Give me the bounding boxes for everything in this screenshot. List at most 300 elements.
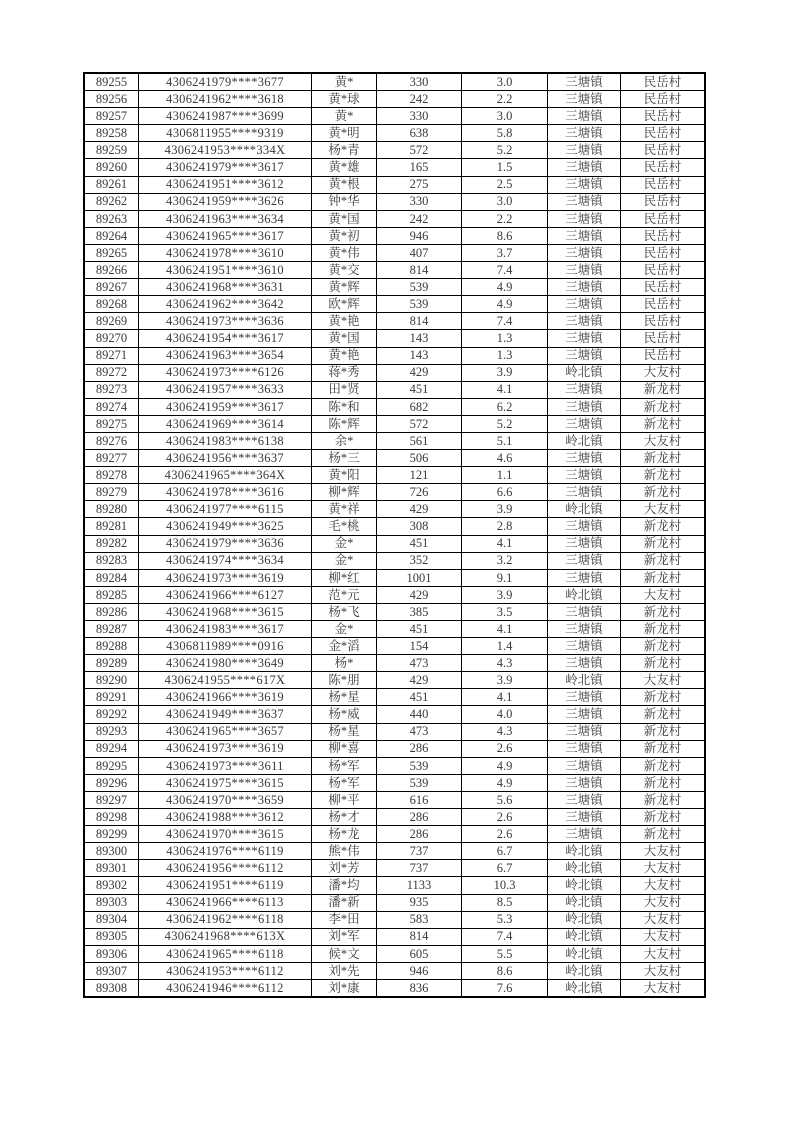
- cell-id_number: 4306241978****3616: [139, 484, 312, 501]
- cell-village: 新龙村: [621, 484, 706, 501]
- cell-town: 三塘镇: [548, 296, 621, 313]
- cell-index: 89282: [84, 535, 139, 552]
- cell-index: 89286: [84, 603, 139, 620]
- cell-amount: 682: [377, 398, 462, 415]
- cell-name: 柳*喜: [312, 740, 377, 757]
- cell-value: 1.5: [462, 159, 548, 176]
- cell-index: 89267: [84, 279, 139, 296]
- cell-village: 新龙村: [621, 826, 706, 843]
- cell-id_number: 4306241975****3615: [139, 774, 312, 791]
- cell-village: 新龙村: [621, 621, 706, 638]
- cell-amount: 385: [377, 603, 462, 620]
- cell-value: 8.6: [462, 227, 548, 244]
- table-row: [84, 979, 705, 997]
- cell-id_number: 4306241951****6119: [139, 877, 312, 894]
- cell-village: 民岳村: [621, 159, 706, 176]
- cell-town: 三塘镇: [548, 450, 621, 467]
- cell-name: 陈*朋: [312, 672, 377, 689]
- table-row: [84, 432, 705, 449]
- table-row: [84, 279, 705, 296]
- cell-name: 田*贤: [312, 381, 377, 398]
- cell-name: 黄*: [312, 73, 377, 91]
- cell-id_number: 4306241980****3649: [139, 655, 312, 672]
- cell-amount: 165: [377, 159, 462, 176]
- cell-name: 杨*星: [312, 689, 377, 706]
- cell-value: 4.1: [462, 535, 548, 552]
- cell-id_number: 4306241951****3610: [139, 262, 312, 279]
- cell-village: 新龙村: [621, 706, 706, 723]
- cell-town: 三塘镇: [548, 108, 621, 125]
- cell-value: 1.4: [462, 638, 548, 655]
- table-row: [84, 330, 705, 347]
- cell-index: 89276: [84, 432, 139, 449]
- cell-index: 89284: [84, 569, 139, 586]
- table-row: [84, 774, 705, 791]
- cell-index: 89306: [84, 945, 139, 962]
- cell-value: 5.2: [462, 415, 548, 432]
- cell-name: 杨*星: [312, 723, 377, 740]
- cell-id_number: 4306241965****6118: [139, 945, 312, 962]
- cell-value: 6.7: [462, 860, 548, 877]
- cell-amount: 814: [377, 928, 462, 945]
- cell-id_number: 4306241974****3634: [139, 552, 312, 569]
- cell-id_number: 4306241957****3633: [139, 381, 312, 398]
- cell-index: 89273: [84, 381, 139, 398]
- table-row: [84, 313, 705, 330]
- cell-id_number: 4306241959****3617: [139, 398, 312, 415]
- cell-index: 89275: [84, 415, 139, 432]
- cell-amount: 451: [377, 535, 462, 552]
- cell-name: 杨*威: [312, 706, 377, 723]
- cell-value: 5.6: [462, 791, 548, 808]
- cell-amount: 946: [377, 227, 462, 244]
- cell-amount: 572: [377, 415, 462, 432]
- table-row: [84, 159, 705, 176]
- cell-name: 黄*艳: [312, 347, 377, 364]
- table-row: [84, 638, 705, 655]
- cell-id_number: 4306241966****6127: [139, 586, 312, 603]
- cell-name: 欧*辉: [312, 296, 377, 313]
- cell-amount: 814: [377, 262, 462, 279]
- cell-town: 三塘镇: [548, 159, 621, 176]
- cell-value: 3.9: [462, 672, 548, 689]
- cell-village: 新龙村: [621, 535, 706, 552]
- cell-village: 大友村: [621, 501, 706, 518]
- cell-town: 岭北镇: [548, 962, 621, 979]
- cell-id_number: 4306241968****3631: [139, 279, 312, 296]
- cell-index: 89258: [84, 125, 139, 142]
- cell-id_number: 4306241968****3615: [139, 603, 312, 620]
- cell-index: 89300: [84, 843, 139, 860]
- cell-amount: 352: [377, 552, 462, 569]
- cell-village: 新龙村: [621, 774, 706, 791]
- cell-value: 2.6: [462, 809, 548, 826]
- cell-town: 三塘镇: [548, 210, 621, 227]
- cell-town: 三塘镇: [548, 193, 621, 210]
- cell-index: 89265: [84, 244, 139, 261]
- cell-value: 3.0: [462, 108, 548, 125]
- cell-index: 89303: [84, 894, 139, 911]
- cell-village: 民岳村: [621, 227, 706, 244]
- cell-town: 三塘镇: [548, 603, 621, 620]
- cell-village: 新龙村: [621, 791, 706, 808]
- cell-index: 89283: [84, 552, 139, 569]
- cell-town: 三塘镇: [548, 91, 621, 108]
- cell-id_number: 4306241959****3626: [139, 193, 312, 210]
- cell-index: 89305: [84, 928, 139, 945]
- cell-index: 89302: [84, 877, 139, 894]
- cell-value: 5.5: [462, 945, 548, 962]
- table-row: [84, 911, 705, 928]
- cell-value: 6.2: [462, 398, 548, 415]
- cell-value: 3.7: [462, 244, 548, 261]
- table-row: [84, 364, 705, 381]
- cell-name: 黄*球: [312, 91, 377, 108]
- cell-amount: 616: [377, 791, 462, 808]
- cell-id_number: 4306241956****6112: [139, 860, 312, 877]
- cell-town: 三塘镇: [548, 415, 621, 432]
- cell-name: 黄*艳: [312, 313, 377, 330]
- cell-town: 三塘镇: [548, 791, 621, 808]
- cell-amount: 836: [377, 979, 462, 997]
- cell-value: 8.6: [462, 962, 548, 979]
- table-row: [84, 962, 705, 979]
- cell-name: 黄*国: [312, 210, 377, 227]
- table-row: [84, 244, 705, 261]
- cell-village: 大友村: [621, 894, 706, 911]
- table-row: [84, 757, 705, 774]
- cell-name: 陈*和: [312, 398, 377, 415]
- table-row: [84, 91, 705, 108]
- cell-town: 三塘镇: [548, 535, 621, 552]
- cell-town: 三塘镇: [548, 330, 621, 347]
- cell-town: 岭北镇: [548, 877, 621, 894]
- cell-town: 三塘镇: [548, 689, 621, 706]
- cell-village: 新龙村: [621, 723, 706, 740]
- cell-amount: 935: [377, 894, 462, 911]
- cell-name: 黄*交: [312, 262, 377, 279]
- cell-amount: 572: [377, 142, 462, 159]
- cell-town: 三塘镇: [548, 227, 621, 244]
- cell-amount: 539: [377, 296, 462, 313]
- cell-value: 10.3: [462, 877, 548, 894]
- cell-amount: 330: [377, 193, 462, 210]
- cell-town: 三塘镇: [548, 142, 621, 159]
- cell-value: 9.1: [462, 569, 548, 586]
- cell-name: 杨*: [312, 655, 377, 672]
- cell-amount: 143: [377, 330, 462, 347]
- cell-index: 89304: [84, 911, 139, 928]
- cell-id_number: 4306241962****3618: [139, 91, 312, 108]
- cell-value: 2.2: [462, 91, 548, 108]
- cell-index: 89285: [84, 586, 139, 603]
- cell-town: 三塘镇: [548, 313, 621, 330]
- table-row: [84, 518, 705, 535]
- cell-amount: 737: [377, 860, 462, 877]
- cell-name: 杨*军: [312, 774, 377, 791]
- cell-name: 黄*祥: [312, 501, 377, 518]
- table-row: [84, 484, 705, 501]
- cell-amount: 946: [377, 962, 462, 979]
- cell-id_number: 4306241963****3634: [139, 210, 312, 227]
- cell-village: 大友村: [621, 962, 706, 979]
- cell-village: 民岳村: [621, 210, 706, 227]
- table-row: [84, 603, 705, 620]
- table-row: [84, 791, 705, 808]
- cell-amount: 473: [377, 655, 462, 672]
- table-row: [84, 843, 705, 860]
- table-row: [84, 689, 705, 706]
- cell-index: 89279: [84, 484, 139, 501]
- cell-town: 三塘镇: [548, 518, 621, 535]
- cell-name: 杨*龙: [312, 826, 377, 843]
- cell-id_number: 4306241973****6126: [139, 364, 312, 381]
- records-table: [83, 72, 706, 998]
- cell-value: 3.5: [462, 603, 548, 620]
- cell-id_number: 4306241978****3610: [139, 244, 312, 261]
- cell-village: 大友村: [621, 432, 706, 449]
- cell-index: 89295: [84, 757, 139, 774]
- cell-id_number: 4306241970****3659: [139, 791, 312, 808]
- cell-name: 蒋*秀: [312, 364, 377, 381]
- table-row: [84, 381, 705, 398]
- cell-village: 大友村: [621, 945, 706, 962]
- cell-name: 熊*伟: [312, 843, 377, 860]
- cell-village: 大友村: [621, 928, 706, 945]
- cell-town: 岭北镇: [548, 911, 621, 928]
- cell-value: 8.5: [462, 894, 548, 911]
- cell-value: 4.3: [462, 655, 548, 672]
- cell-index: 89274: [84, 398, 139, 415]
- cell-village: 新龙村: [621, 638, 706, 655]
- cell-town: 岭北镇: [548, 945, 621, 962]
- cell-village: 新龙村: [621, 689, 706, 706]
- cell-id_number: 4306241953****334X: [139, 142, 312, 159]
- cell-index: 89291: [84, 689, 139, 706]
- table-row: [84, 569, 705, 586]
- cell-village: 新龙村: [621, 518, 706, 535]
- cell-village: 新龙村: [621, 552, 706, 569]
- cell-value: 3.0: [462, 73, 548, 91]
- table-row: [84, 621, 705, 638]
- cell-amount: 605: [377, 945, 462, 962]
- cell-id_number: 4306241983****3617: [139, 621, 312, 638]
- cell-index: 89308: [84, 979, 139, 997]
- table-row: [84, 860, 705, 877]
- table-row: [84, 552, 705, 569]
- cell-village: 大友村: [621, 586, 706, 603]
- cell-value: 4.1: [462, 689, 548, 706]
- cell-town: 岭北镇: [548, 860, 621, 877]
- cell-amount: 286: [377, 809, 462, 826]
- cell-value: 7.6: [462, 979, 548, 997]
- cell-amount: 242: [377, 210, 462, 227]
- cell-id_number: 4306241968****613X: [139, 928, 312, 945]
- cell-amount: 429: [377, 364, 462, 381]
- cell-village: 大友村: [621, 364, 706, 381]
- cell-amount: 737: [377, 843, 462, 860]
- cell-index: 89272: [84, 364, 139, 381]
- cell-name: 李*田: [312, 911, 377, 928]
- cell-amount: 539: [377, 757, 462, 774]
- cell-value: 4.9: [462, 296, 548, 313]
- cell-name: 柳*平: [312, 791, 377, 808]
- cell-amount: 638: [377, 125, 462, 142]
- cell-index: 89293: [84, 723, 139, 740]
- cell-value: 7.4: [462, 262, 548, 279]
- table-row: [84, 142, 705, 159]
- cell-village: 民岳村: [621, 244, 706, 261]
- cell-village: 民岳村: [621, 91, 706, 108]
- cell-index: 89292: [84, 706, 139, 723]
- cell-village: 民岳村: [621, 73, 706, 91]
- cell-value: 4.1: [462, 381, 548, 398]
- cell-index: 89262: [84, 193, 139, 210]
- table-row: [84, 706, 705, 723]
- cell-town: 三塘镇: [548, 347, 621, 364]
- cell-town: 岭北镇: [548, 928, 621, 945]
- cell-name: 黄*: [312, 108, 377, 125]
- cell-village: 新龙村: [621, 809, 706, 826]
- cell-index: 89280: [84, 501, 139, 518]
- cell-town: 三塘镇: [548, 262, 621, 279]
- cell-name: 范*元: [312, 586, 377, 603]
- cell-town: 三塘镇: [548, 125, 621, 142]
- cell-amount: 451: [377, 689, 462, 706]
- table-row: [84, 826, 705, 843]
- cell-name: 刘*康: [312, 979, 377, 997]
- cell-town: 三塘镇: [548, 244, 621, 261]
- cell-index: 89298: [84, 809, 139, 826]
- cell-index: 89256: [84, 91, 139, 108]
- cell-index: 89301: [84, 860, 139, 877]
- cell-town: 岭北镇: [548, 979, 621, 997]
- cell-village: 大友村: [621, 877, 706, 894]
- cell-index: 89261: [84, 176, 139, 193]
- cell-id_number: 4306241949****3637: [139, 706, 312, 723]
- cell-amount: 330: [377, 108, 462, 125]
- cell-id_number: 4306241949****3625: [139, 518, 312, 535]
- table-row: [84, 125, 705, 142]
- cell-town: 岭北镇: [548, 586, 621, 603]
- cell-town: 三塘镇: [548, 279, 621, 296]
- table-row: [84, 655, 705, 672]
- cell-value: 6.7: [462, 843, 548, 860]
- cell-village: 民岳村: [621, 108, 706, 125]
- cell-name: 杨*军: [312, 757, 377, 774]
- cell-amount: 583: [377, 911, 462, 928]
- cell-id_number: 4306241956****3637: [139, 450, 312, 467]
- cell-value: 4.9: [462, 757, 548, 774]
- cell-index: 89277: [84, 450, 139, 467]
- cell-value: 1.3: [462, 347, 548, 364]
- cell-town: 三塘镇: [548, 381, 621, 398]
- cell-amount: 539: [377, 279, 462, 296]
- cell-id_number: 4306241946****6112: [139, 979, 312, 997]
- cell-index: 89281: [84, 518, 139, 535]
- cell-town: 三塘镇: [548, 723, 621, 740]
- cell-name: 柳*辉: [312, 484, 377, 501]
- cell-name: 潘*新: [312, 894, 377, 911]
- cell-name: 杨*青: [312, 142, 377, 159]
- cell-town: 三塘镇: [548, 398, 621, 415]
- cell-index: 89307: [84, 962, 139, 979]
- cell-village: 新龙村: [621, 381, 706, 398]
- cell-amount: 286: [377, 826, 462, 843]
- cell-value: 1.3: [462, 330, 548, 347]
- cell-name: 黄*国: [312, 330, 377, 347]
- cell-amount: 726: [377, 484, 462, 501]
- cell-id_number: 4306241987****3699: [139, 108, 312, 125]
- cell-id_number: 4306241970****3615: [139, 826, 312, 843]
- cell-amount: 429: [377, 672, 462, 689]
- table-row: [84, 586, 705, 603]
- cell-village: 民岳村: [621, 330, 706, 347]
- cell-value: 2.6: [462, 740, 548, 757]
- cell-amount: 539: [377, 774, 462, 791]
- cell-village: 新龙村: [621, 467, 706, 484]
- cell-id_number: 4306241966****6113: [139, 894, 312, 911]
- cell-value: 7.4: [462, 928, 548, 945]
- cell-name: 金*: [312, 621, 377, 638]
- cell-town: 三塘镇: [548, 740, 621, 757]
- cell-value: 4.3: [462, 723, 548, 740]
- cell-id_number: 4306241977****6115: [139, 501, 312, 518]
- cell-value: 5.8: [462, 125, 548, 142]
- cell-index: 89268: [84, 296, 139, 313]
- cell-amount: 275: [377, 176, 462, 193]
- cell-amount: 429: [377, 586, 462, 603]
- cell-value: 5.2: [462, 142, 548, 159]
- cell-village: 新龙村: [621, 757, 706, 774]
- cell-id_number: 4306241983****6138: [139, 432, 312, 449]
- cell-value: 2.2: [462, 210, 548, 227]
- table-row: [84, 176, 705, 193]
- cell-name: 金*: [312, 552, 377, 569]
- table-row: [84, 945, 705, 962]
- cell-index: 89290: [84, 672, 139, 689]
- table-row: [84, 227, 705, 244]
- cell-amount: 143: [377, 347, 462, 364]
- cell-id_number: 4306241979****3636: [139, 535, 312, 552]
- cell-value: 4.0: [462, 706, 548, 723]
- cell-index: 89259: [84, 142, 139, 159]
- cell-village: 大友村: [621, 672, 706, 689]
- cell-id_number: 4306241973****3619: [139, 740, 312, 757]
- cell-value: 2.8: [462, 518, 548, 535]
- table-row: [84, 193, 705, 210]
- cell-village: 大友村: [621, 911, 706, 928]
- cell-village: 新龙村: [621, 398, 706, 415]
- cell-town: 三塘镇: [548, 706, 621, 723]
- cell-name: 柳*红: [312, 569, 377, 586]
- cell-value: 1.1: [462, 467, 548, 484]
- cell-name: 黄*阳: [312, 467, 377, 484]
- cell-amount: 407: [377, 244, 462, 261]
- cell-town: 三塘镇: [548, 621, 621, 638]
- cell-amount: 429: [377, 501, 462, 518]
- table-row: [84, 809, 705, 826]
- cell-village: 新龙村: [621, 415, 706, 432]
- cell-village: 新龙村: [621, 569, 706, 586]
- cell-name: 刘*军: [312, 928, 377, 945]
- cell-town: 三塘镇: [548, 552, 621, 569]
- cell-village: 民岳村: [621, 279, 706, 296]
- cell-village: 民岳村: [621, 193, 706, 210]
- cell-id_number: 4306241988****3612: [139, 809, 312, 826]
- cell-name: 毛*桃: [312, 518, 377, 535]
- records-table-body: [84, 73, 705, 997]
